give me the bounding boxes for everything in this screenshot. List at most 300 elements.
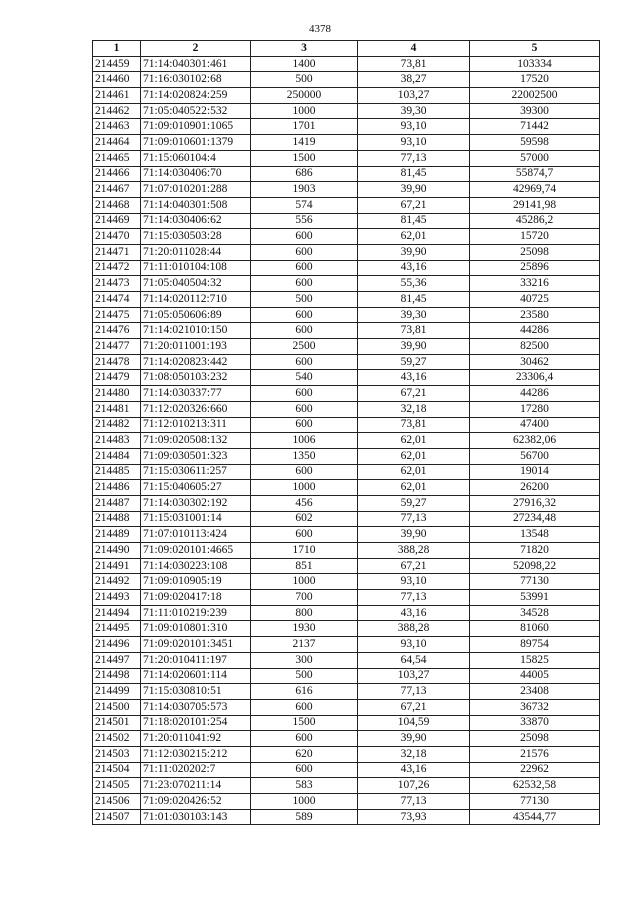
table-cell-col-1: 214470 (93, 229, 141, 245)
table-row (93, 166, 600, 182)
table-cell-col-4: 39,90 (358, 244, 470, 260)
table-cell-col-5: 23408 (470, 684, 600, 700)
table-cell-col-1: 214485 (93, 464, 141, 480)
table-cell-col-4: 59,27 (358, 354, 470, 370)
table-cell-col-1: 214475 (93, 307, 141, 323)
table-cell-col-4: 81,45 (358, 292, 470, 308)
table-cell-col-2: 71:14:030406:62 (141, 213, 251, 229)
table-cell-col-5: 56700 (470, 448, 600, 464)
table-cell-col-3: 300 (251, 652, 358, 668)
table-cell-col-4: 73,81 (358, 417, 470, 433)
table-cell-col-4: 62,01 (358, 480, 470, 496)
table-cell-col-3: 851 (251, 558, 358, 574)
table-cell-col-1: 214495 (93, 621, 141, 637)
table-cell-col-1: 214494 (93, 605, 141, 621)
table-cell-col-2: 71:05:040504:32 (141, 276, 251, 292)
table-cell-col-1: 214481 (93, 401, 141, 417)
table-cell-col-5: 30462 (470, 354, 600, 370)
table-row (93, 448, 600, 464)
table-cell-col-5: 71442 (470, 119, 600, 135)
table-cell-col-5: 36732 (470, 699, 600, 715)
table-cell-col-2: 71:11:020202:7 (141, 762, 251, 778)
table-cell-col-5: 77130 (470, 794, 600, 810)
table-row (93, 182, 600, 198)
table-cell-col-4: 73,93 (358, 809, 470, 825)
table-cell-col-2: 71:15:031001:14 (141, 511, 251, 527)
table-cell-col-2: 71:23:070211:14 (141, 778, 251, 794)
table-cell-col-5: 22002500 (470, 88, 600, 104)
table-cell-col-4: 39,30 (358, 103, 470, 119)
table-cell-col-1: 214466 (93, 166, 141, 182)
table-cell-col-4: 38,27 (358, 72, 470, 88)
table-cell-col-4: 39,90 (358, 731, 470, 747)
table-row (93, 558, 600, 574)
table-cell-col-4: 39,90 (358, 339, 470, 355)
table-cell-col-2: 71:20:011041:92 (141, 731, 251, 747)
table-cell-col-5: 39300 (470, 103, 600, 119)
table-cell-col-3: 686 (251, 166, 358, 182)
table-cell-col-3: 600 (251, 401, 358, 417)
table-row (93, 213, 600, 229)
table-cell-col-5: 22962 (470, 762, 600, 778)
table-cell-col-4: 107,26 (358, 778, 470, 794)
table-cell-col-3: 589 (251, 809, 358, 825)
table-cell-col-4: 43,16 (358, 605, 470, 621)
table-cell-col-5: 13548 (470, 527, 600, 543)
table-header (93, 41, 600, 57)
table-cell-col-2: 71:14:020112:710 (141, 292, 251, 308)
table-row (93, 103, 600, 119)
table-cell-col-5: 40725 (470, 292, 600, 308)
table-cell-col-1: 214492 (93, 574, 141, 590)
table-cell-col-3: 1400 (251, 56, 358, 72)
table-cell-col-3: 540 (251, 370, 358, 386)
table-cell-col-1: 214488 (93, 511, 141, 527)
table-cell-col-2: 71:20:011028:44 (141, 244, 251, 260)
table-cell-col-2: 71:16:030102:68 (141, 72, 251, 88)
table-cell-col-3: 1350 (251, 448, 358, 464)
table-cell-col-4: 93,10 (358, 637, 470, 653)
table-cell-col-5: 33216 (470, 276, 600, 292)
table-cell-col-5: 27916,32 (470, 495, 600, 511)
table-cell-col-2: 71:12:010213:311 (141, 417, 251, 433)
table-cell-col-4: 93,10 (358, 119, 470, 135)
table-cell-col-2: 71:09:010801:310 (141, 621, 251, 637)
table-cell-col-2: 71:14:040301:508 (141, 197, 251, 213)
table-cell-col-3: 600 (251, 276, 358, 292)
table-cell-col-1: 214459 (93, 56, 141, 72)
table-cell-col-5: 23580 (470, 307, 600, 323)
table-cell-col-5: 81060 (470, 621, 600, 637)
table-cell-col-3: 500 (251, 72, 358, 88)
table-cell-col-2: 71:15:030810:51 (141, 684, 251, 700)
column-header-5: 5 (470, 41, 600, 57)
table-cell-col-5: 55874,7 (470, 166, 600, 182)
table-cell-col-5: 89754 (470, 637, 600, 653)
column-header-3: 3 (251, 41, 358, 57)
table-cell-col-2: 71:07:010201:288 (141, 182, 251, 198)
table-cell-col-2: 71:20:011001:193 (141, 339, 251, 355)
table-cell-col-4: 77,13 (358, 684, 470, 700)
table-cell-col-1: 214501 (93, 715, 141, 731)
table-cell-col-3: 574 (251, 197, 358, 213)
table-cell-col-2: 71:08:050103:232 (141, 370, 251, 386)
table-cell-col-4: 77,13 (358, 590, 470, 606)
table-cell-col-1: 214468 (93, 197, 141, 213)
table-row (93, 56, 600, 72)
table-cell-col-5: 71820 (470, 543, 600, 559)
table-cell-col-5: 19014 (470, 464, 600, 480)
table-cell-col-1: 214491 (93, 558, 141, 574)
table-cell-col-3: 800 (251, 605, 358, 621)
table-cell-col-3: 583 (251, 778, 358, 794)
table-cell-col-4: 62,01 (358, 448, 470, 464)
table-row (93, 135, 600, 151)
table-cell-col-2: 71:14:020823:442 (141, 354, 251, 370)
table-cell-col-4: 43,16 (358, 762, 470, 778)
table-cell-col-5: 33870 (470, 715, 600, 731)
table-cell-col-1: 214464 (93, 135, 141, 151)
table-cell-col-2: 71:14:030302:192 (141, 495, 251, 511)
table-cell-col-3: 602 (251, 511, 358, 527)
table-cell-col-3: 1903 (251, 182, 358, 198)
table-cell-col-1: 214462 (93, 103, 141, 119)
table-cell-col-1: 214465 (93, 150, 141, 166)
table-cell-col-3: 600 (251, 699, 358, 715)
table-row (93, 307, 600, 323)
table-row (93, 433, 600, 449)
table-row (93, 150, 600, 166)
table-row (93, 119, 600, 135)
table-cell-col-4: 32,18 (358, 401, 470, 417)
table-row (93, 794, 600, 810)
table-cell-col-3: 1006 (251, 433, 358, 449)
table-cell-col-1: 214499 (93, 684, 141, 700)
table-cell-col-2: 71:07:010113:424 (141, 527, 251, 543)
table-cell-col-5: 42969,74 (470, 182, 600, 198)
table-row (93, 715, 600, 731)
table-row (93, 276, 600, 292)
table-row (93, 652, 600, 668)
table-row (93, 244, 600, 260)
table-cell-col-1: 214507 (93, 809, 141, 825)
table-row (93, 668, 600, 684)
table-cell-col-2: 71:15:030503:28 (141, 229, 251, 245)
table-cell-col-4: 73,81 (358, 323, 470, 339)
table-cell-col-5: 77130 (470, 574, 600, 590)
table-cell-col-2: 71:05:040522:532 (141, 103, 251, 119)
table-row (93, 480, 600, 496)
table-cell-col-1: 214489 (93, 527, 141, 543)
table-row (93, 260, 600, 276)
table-cell-col-2: 71:15:060104:4 (141, 150, 251, 166)
table-cell-col-3: 600 (251, 464, 358, 480)
column-header-4: 4 (358, 41, 470, 57)
table-cell-col-4: 62,01 (358, 229, 470, 245)
table-row (93, 229, 600, 245)
table-cell-col-1: 214479 (93, 370, 141, 386)
table-cell-col-4: 43,16 (358, 260, 470, 276)
table-cell-col-4: 62,01 (358, 433, 470, 449)
table-cell-col-1: 214474 (93, 292, 141, 308)
table-cell-col-1: 214467 (93, 182, 141, 198)
table-cell-col-4: 104,59 (358, 715, 470, 731)
table-cell-col-4: 59,27 (358, 495, 470, 511)
table-cell-col-3: 1419 (251, 135, 358, 151)
column-header-1: 1 (93, 41, 141, 57)
table-cell-col-1: 214504 (93, 762, 141, 778)
table-cell-col-1: 214484 (93, 448, 141, 464)
column-header-2: 2 (141, 41, 251, 57)
table-cell-col-5: 44286 (470, 386, 600, 402)
table-cell-col-4: 32,18 (358, 746, 470, 762)
table-cell-col-3: 500 (251, 668, 358, 684)
table-cell-col-3: 600 (251, 229, 358, 245)
table-cell-col-3: 556 (251, 213, 358, 229)
header-row (93, 41, 600, 57)
table-row (93, 637, 600, 653)
table-cell-col-1: 214496 (93, 637, 141, 653)
table-cell-col-4: 39,90 (358, 527, 470, 543)
table-cell-col-3: 600 (251, 731, 358, 747)
table-cell-col-2: 71:09:020508:132 (141, 433, 251, 449)
table-cell-col-1: 214460 (93, 72, 141, 88)
table-cell-col-1: 214498 (93, 668, 141, 684)
table-cell-col-5: 27234,48 (470, 511, 600, 527)
table-row (93, 809, 600, 825)
table-cell-col-1: 214506 (93, 794, 141, 810)
table-cell-col-5: 29141,98 (470, 197, 600, 213)
table-cell-col-5: 103334 (470, 56, 600, 72)
table-cell-col-2: 71:20:010411:197 (141, 652, 251, 668)
table-cell-col-4: 103,27 (358, 668, 470, 684)
table-cell-col-1: 214478 (93, 354, 141, 370)
table-cell-col-5: 44286 (470, 323, 600, 339)
table-cell-col-4: 77,13 (358, 150, 470, 166)
table-row (93, 621, 600, 637)
table-cell-col-2: 71:09:020101:3451 (141, 637, 251, 653)
table-row (93, 590, 600, 606)
table-row (93, 684, 600, 700)
table-cell-col-3: 600 (251, 244, 358, 260)
table-cell-col-5: 62532,58 (470, 778, 600, 794)
table-cell-col-4: 67,21 (358, 558, 470, 574)
table-cell-col-3: 1000 (251, 480, 358, 496)
table-cell-col-2: 71:12:030215:212 (141, 746, 251, 762)
table-cell-col-1: 214461 (93, 88, 141, 104)
table-cell-col-2: 71:09:030501:323 (141, 448, 251, 464)
table-cell-col-2: 71:11:010219:239 (141, 605, 251, 621)
table-cell-col-3: 500 (251, 292, 358, 308)
table-cell-col-2: 71:15:030611:257 (141, 464, 251, 480)
table-cell-col-4: 81,45 (358, 213, 470, 229)
page-number: 4378 (309, 23, 331, 35)
table-cell-col-1: 214463 (93, 119, 141, 135)
table-row (93, 354, 600, 370)
table-cell-col-5: 23306,4 (470, 370, 600, 386)
table-cell-col-4: 93,10 (358, 135, 470, 151)
table-cell-col-5: 25098 (470, 731, 600, 747)
table-cell-col-4: 93,10 (358, 574, 470, 590)
table-row (93, 401, 600, 417)
table-cell-col-5: 43544,77 (470, 809, 600, 825)
table-cell-col-5: 52098,22 (470, 558, 600, 574)
table-cell-col-3: 700 (251, 590, 358, 606)
table-cell-col-3: 600 (251, 260, 358, 276)
table-cell-col-1: 214505 (93, 778, 141, 794)
table-row (93, 323, 600, 339)
table-cell-col-1: 214502 (93, 731, 141, 747)
table-row (93, 464, 600, 480)
table-cell-col-3: 1500 (251, 150, 358, 166)
table-cell-col-4: 73,81 (358, 56, 470, 72)
table-cell-col-4: 67,21 (358, 699, 470, 715)
table-cell-col-5: 34528 (470, 605, 600, 621)
table-row (93, 543, 600, 559)
table-cell-col-4: 67,21 (358, 386, 470, 402)
table-cell-col-3: 600 (251, 527, 358, 543)
table-cell-col-2: 71:09:020426:52 (141, 794, 251, 810)
table-cell-col-5: 25896 (470, 260, 600, 276)
table-cell-col-5: 21576 (470, 746, 600, 762)
table-cell-col-3: 1701 (251, 119, 358, 135)
table-cell-col-3: 2500 (251, 339, 358, 355)
table-cell-col-1: 214473 (93, 276, 141, 292)
table-row (93, 417, 600, 433)
table-row (93, 72, 600, 88)
table-cell-col-3: 1710 (251, 543, 358, 559)
table-cell-col-3: 616 (251, 684, 358, 700)
table-cell-col-2: 71:12:020326:660 (141, 401, 251, 417)
table-cell-col-2: 71:18:020101:254 (141, 715, 251, 731)
table-row (93, 778, 600, 794)
table-cell-col-3: 1000 (251, 103, 358, 119)
table-cell-col-2: 71:15:040605:27 (141, 480, 251, 496)
table-cell-col-1: 214471 (93, 244, 141, 260)
table-cell-col-4: 388,28 (358, 543, 470, 559)
table-cell-col-3: 600 (251, 417, 358, 433)
table-cell-col-1: 214477 (93, 339, 141, 355)
table-cell-col-2: 71:14:021010:150 (141, 323, 251, 339)
table-cell-col-3: 1000 (251, 574, 358, 590)
table-cell-col-3: 1000 (251, 794, 358, 810)
table-cell-col-4: 77,13 (358, 794, 470, 810)
table-cell-col-1: 214483 (93, 433, 141, 449)
table-cell-col-4: 39,30 (358, 307, 470, 323)
table-cell-col-5: 44005 (470, 668, 600, 684)
table-cell-col-5: 57000 (470, 150, 600, 166)
table-cell-col-2: 71:09:020101:4665 (141, 543, 251, 559)
table-cell-col-1: 214487 (93, 495, 141, 511)
table-cell-col-4: 103,27 (358, 88, 470, 104)
table-cell-col-4: 55,36 (358, 276, 470, 292)
table-row (93, 88, 600, 104)
table-row (93, 746, 600, 762)
table-cell-col-2: 71:14:040301:461 (141, 56, 251, 72)
table-row (93, 527, 600, 543)
table-cell-col-2: 71:01:030103:143 (141, 809, 251, 825)
table-cell-col-1: 214476 (93, 323, 141, 339)
table-cell-col-4: 77,13 (358, 511, 470, 527)
table-row (93, 292, 600, 308)
table-cell-col-1: 214472 (93, 260, 141, 276)
table-cell-col-4: 62,01 (358, 464, 470, 480)
table-cell-col-5: 45286,2 (470, 213, 600, 229)
table-cell-col-2: 71:05:050606:89 (141, 307, 251, 323)
table-row (93, 511, 600, 527)
table-row (93, 762, 600, 778)
table-cell-col-1: 214497 (93, 652, 141, 668)
table-cell-col-1: 214493 (93, 590, 141, 606)
table-cell-col-3: 620 (251, 746, 358, 762)
table-cell-col-5: 62382,06 (470, 433, 600, 449)
table-cell-col-4: 81,45 (358, 166, 470, 182)
table-cell-col-3: 600 (251, 354, 358, 370)
table-cell-col-3: 600 (251, 762, 358, 778)
table-cell-col-1: 214469 (93, 213, 141, 229)
table-body (93, 56, 600, 825)
table-cell-col-4: 388,28 (358, 621, 470, 637)
table-row (93, 370, 600, 386)
data-table (92, 40, 600, 825)
table-cell-col-1: 214490 (93, 543, 141, 559)
table-row (93, 386, 600, 402)
table-row (93, 339, 600, 355)
table-row (93, 574, 600, 590)
table-cell-col-2: 71:14:030337:77 (141, 386, 251, 402)
table-cell-col-5: 25098 (470, 244, 600, 260)
table-cell-col-2: 71:09:020417:18 (141, 590, 251, 606)
table-cell-col-5: 17520 (470, 72, 600, 88)
table-cell-col-4: 64,54 (358, 652, 470, 668)
table-cell-col-5: 26200 (470, 480, 600, 496)
table-cell-col-1: 214503 (93, 746, 141, 762)
table-cell-col-2: 71:14:030406:70 (141, 166, 251, 182)
table-cell-col-2: 71:09:010901:1065 (141, 119, 251, 135)
table-row (93, 699, 600, 715)
table-cell-col-4: 39,90 (358, 182, 470, 198)
table-cell-col-1: 214482 (93, 417, 141, 433)
table-cell-col-3: 250000 (251, 88, 358, 104)
table-cell-col-2: 71:11:010104:108 (141, 260, 251, 276)
table-cell-col-2: 71:14:020601:114 (141, 668, 251, 684)
table-cell-col-2: 71:14:020824:259 (141, 88, 251, 104)
table-cell-col-2: 71:09:010905:19 (141, 574, 251, 590)
table-row (93, 605, 600, 621)
table-cell-col-5: 82500 (470, 339, 600, 355)
table-cell-col-5: 15720 (470, 229, 600, 245)
table-cell-col-2: 71:14:030705:573 (141, 699, 251, 715)
table-cell-col-3: 456 (251, 495, 358, 511)
table-cell-col-3: 600 (251, 307, 358, 323)
table-cell-col-3: 1930 (251, 621, 358, 637)
table-cell-col-4: 43,16 (358, 370, 470, 386)
table-cell-col-3: 1500 (251, 715, 358, 731)
table-cell-col-2: 71:09:010601:1379 (141, 135, 251, 151)
table-cell-col-1: 214480 (93, 386, 141, 402)
table-cell-col-1: 214500 (93, 699, 141, 715)
table-cell-col-5: 47400 (470, 417, 600, 433)
table-cell-col-5: 15825 (470, 652, 600, 668)
table-cell-col-2: 71:14:030223:108 (141, 558, 251, 574)
table-cell-col-4: 67,21 (358, 197, 470, 213)
table-cell-col-3: 2137 (251, 637, 358, 653)
table-row (93, 495, 600, 511)
table-row (93, 197, 600, 213)
table-cell-col-5: 17280 (470, 401, 600, 417)
table-cell-col-1: 214486 (93, 480, 141, 496)
table-cell-col-5: 53991 (470, 590, 600, 606)
